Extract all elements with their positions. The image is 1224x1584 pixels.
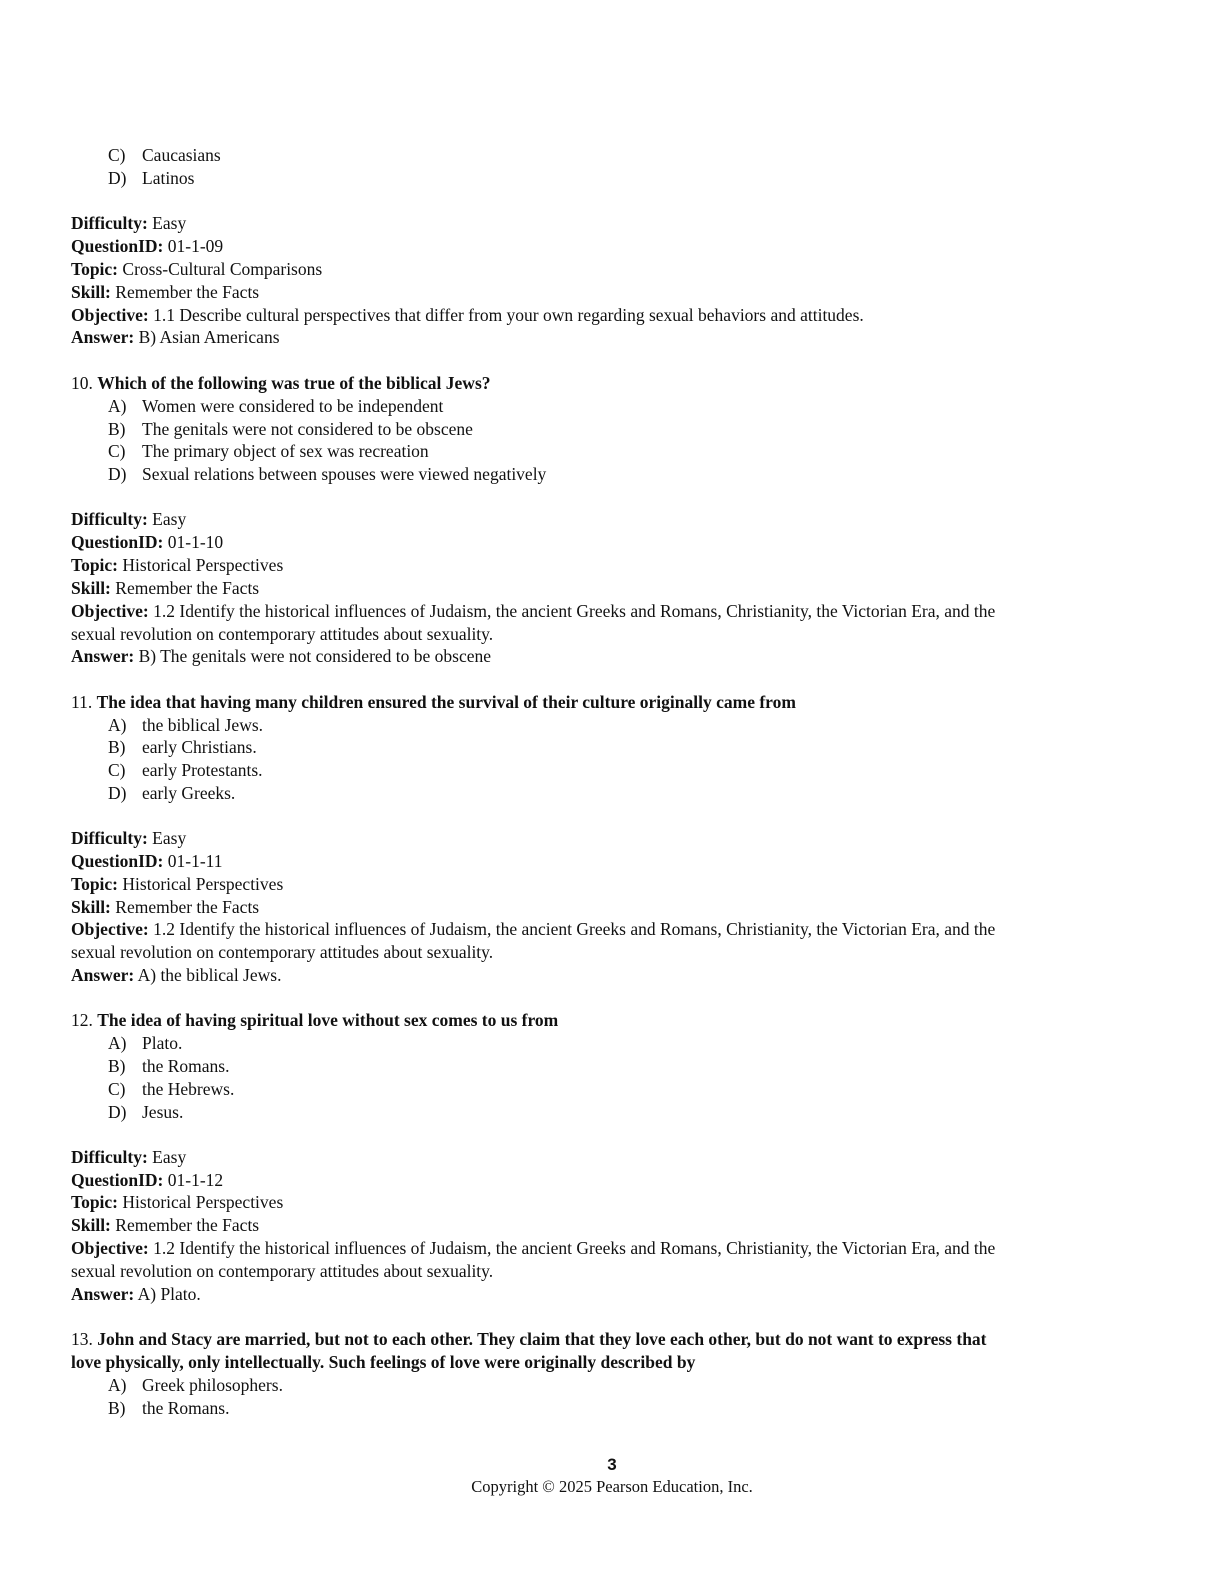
skill-line: Skill: Remember the Facts	[71, 282, 260, 302]
question-11-stem: 11. The idea that having many children ensured the survival of their culture originally came from	[71, 692, 796, 712]
objective-line: Objective: 1.1 Describe cultural perspectives that differ from your own regarding sexual behaviors and attitudes.	[71, 305, 864, 325]
objective-line-continued: sexual revolution on contemporary attitudes about sexuality.	[71, 1261, 494, 1281]
option-a: A) Women were considered to be independent	[108, 396, 444, 416]
difficulty-line: Difficulty: Easy	[71, 1147, 187, 1167]
question-id-line: QuestionID: 01-1-11	[71, 851, 223, 871]
option-a: A) Plato.	[108, 1033, 183, 1053]
difficulty-line: Difficulty: Easy	[71, 213, 187, 233]
answer-line: Answer: B) The genitals were not considered to be obscene	[71, 646, 492, 666]
difficulty-line: Difficulty: Easy	[71, 828, 187, 848]
option-d: D) Jesus.	[108, 1102, 184, 1122]
skill-line: Skill: Remember the Facts	[71, 578, 260, 598]
page-number: 3	[607, 1455, 617, 1474]
option-c: C) the Hebrews.	[108, 1079, 235, 1099]
question-id-line: QuestionID: 01-1-10	[71, 532, 224, 552]
objective-line: Objective: 1.2 Identify the historical influences of Judaism, the ancient Greeks and Romans, Christianity, the Victorian Era, and the	[71, 919, 996, 939]
option-d: D) Latinos	[108, 168, 195, 188]
objective-line-continued: sexual revolution on contemporary attitudes about sexuality.	[71, 624, 494, 644]
answer-line: Answer: B) Asian Americans	[71, 327, 280, 347]
question-13-stem: 13. John and Stacy are married, but not to each other. They claim that they love each other, but do not want to express that	[71, 1329, 987, 1349]
option-a: A) Greek philosophers.	[108, 1375, 283, 1395]
topic-line: Topic: Historical Perspectives	[71, 555, 284, 575]
question-13-stem-continued: love physically, only intellectually. Such feelings of love were originally described by	[71, 1352, 696, 1372]
question-id-line: QuestionID: 01-1-12	[71, 1170, 224, 1190]
question-id-line: QuestionID: 01-1-09	[71, 236, 224, 256]
option-c: C) The primary object of sex was recreation	[108, 441, 429, 461]
option-d: D) Sexual relations between spouses were viewed negatively	[108, 464, 547, 484]
option-b: B) the Romans.	[108, 1056, 230, 1076]
option-b: B) the Romans.	[108, 1398, 230, 1418]
skill-line: Skill: Remember the Facts	[71, 897, 260, 917]
topic-line: Topic: Historical Perspectives	[71, 1192, 284, 1212]
option-c: C) Caucasians	[108, 145, 221, 165]
option-a: A) the biblical Jews.	[108, 715, 264, 735]
objective-line: Objective: 1.2 Identify the historical influences of Judaism, the ancient Greeks and Romans, Christianity, the Victorian Era, and the	[71, 601, 996, 621]
skill-line: Skill: Remember the Facts	[71, 1215, 260, 1235]
answer-line: Answer: A) Plato.	[71, 1284, 201, 1304]
option-d: D) early Greeks.	[108, 783, 236, 803]
topic-line: Topic: Cross-Cultural Comparisons	[71, 259, 323, 279]
topic-line: Topic: Historical Perspectives	[71, 874, 284, 894]
option-c: C) early Protestants.	[108, 760, 263, 780]
question-12-stem: 12. The idea of having spiritual love without sex comes to us from	[71, 1010, 559, 1030]
option-b: B) early Christians.	[108, 737, 257, 757]
option-b: B) The genitals were not considered to be obscene	[108, 419, 473, 439]
difficulty-line: Difficulty: Easy	[71, 509, 187, 529]
objective-line-continued: sexual revolution on contemporary attitudes about sexuality.	[71, 942, 494, 962]
question-10-stem: 10. Which of the following was true of the biblical Jews?	[71, 373, 491, 393]
objective-line: Objective: 1.2 Identify the historical influences of Judaism, the ancient Greeks and Romans, Christianity, the Victorian Era, and the	[71, 1238, 996, 1258]
answer-line: Answer: A) the biblical Jews.	[71, 965, 282, 985]
copyright-notice: Copyright © 2025 Pearson Education, Inc.	[471, 1477, 753, 1496]
